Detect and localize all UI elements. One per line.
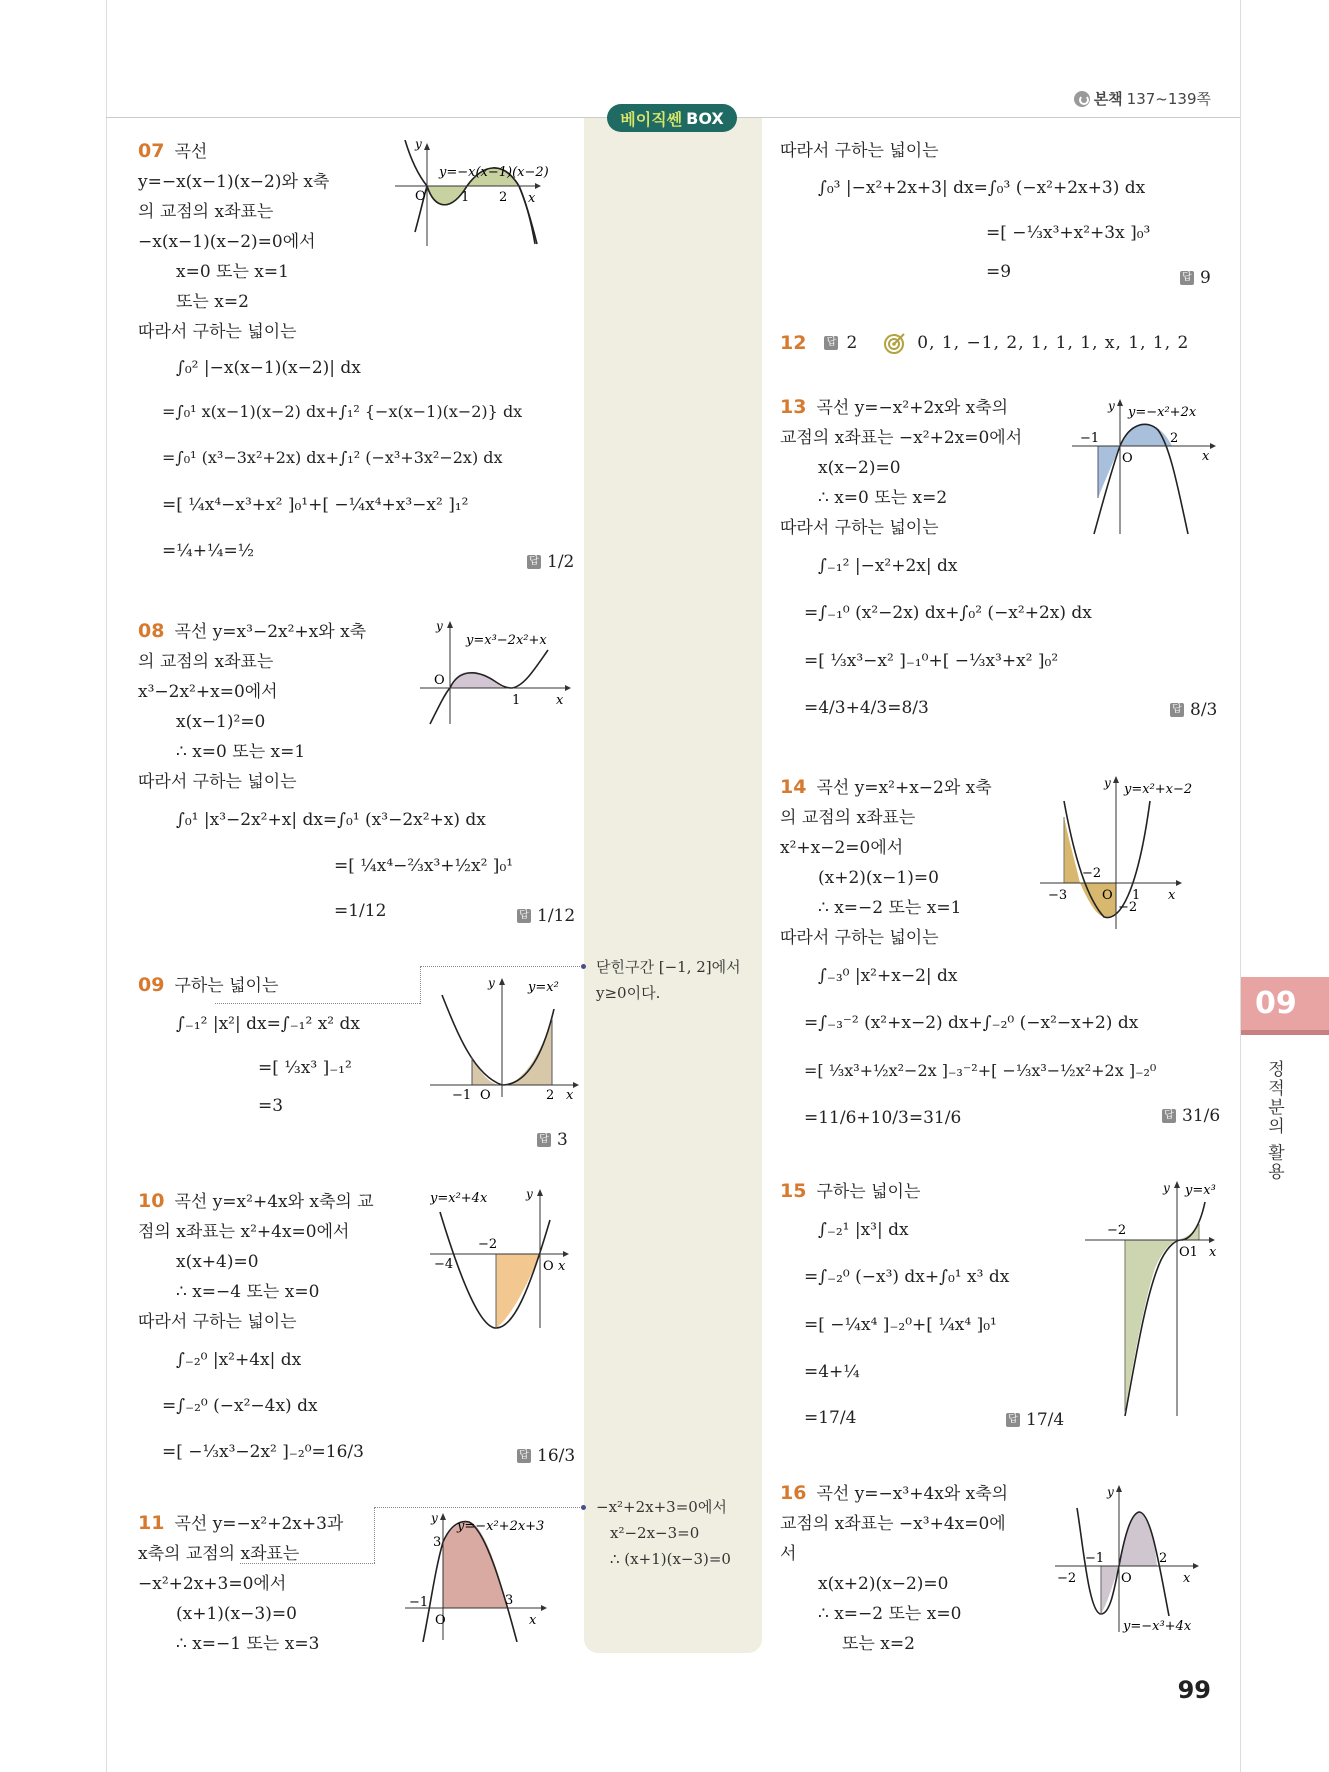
answer-icon: 답 xyxy=(537,1133,551,1147)
svg-text:O: O xyxy=(434,673,445,688)
svg-text:O: O xyxy=(1122,451,1133,466)
math-line: =1/12 xyxy=(334,901,387,921)
note-line: y≥0이다. xyxy=(596,984,661,1002)
math-line: ∫₋₂¹ |x³| dx xyxy=(818,1220,909,1240)
svg-text:O: O xyxy=(435,1613,446,1628)
svg-text:x: x xyxy=(1183,1571,1191,1586)
svg-text:y: y xyxy=(526,1188,533,1201)
text-line: ∴ x=−1 또는 x=3 xyxy=(176,1634,320,1654)
problem-number: 12 xyxy=(780,332,807,354)
math-line: =[ ¼x⁴−⅔x³+½x² ]₀¹ xyxy=(334,856,514,876)
math-line: =4/3+4/3=8/3 xyxy=(804,698,929,718)
page-border-left xyxy=(106,0,107,1772)
graph-08 xyxy=(420,620,580,730)
svg-text:2: 2 xyxy=(546,1088,555,1100)
problem-number: 10 xyxy=(138,1190,165,1212)
answer-icon: 답 xyxy=(1162,1109,1176,1123)
chapter-number: 09 xyxy=(1255,986,1297,1021)
svg-text:2: 2 xyxy=(1170,431,1179,446)
text-line: 구하는 넓이는 xyxy=(816,1182,921,1202)
note-line: 닫힌구간 [−1, 2]에서 xyxy=(596,958,741,976)
text-line: x=0 또는 x=1 xyxy=(176,262,289,282)
text-line: 따라서 구하는 넓이는 xyxy=(780,141,939,161)
svg-text:x: x xyxy=(1202,449,1210,464)
text-line: 교점의 x좌표는 −x²+2x=0에서 xyxy=(780,428,1023,448)
text-line: ∴ x=−2 또는 x=1 xyxy=(818,898,962,918)
answer-icon: 답 xyxy=(824,336,838,350)
problem-number: 14 xyxy=(780,776,807,798)
chapter-title: 정적분의 활용 xyxy=(1264,1060,1284,1182)
text-line: (x+2)(x−1)=0 xyxy=(818,868,939,888)
math-line: =17/4 xyxy=(804,1408,857,1428)
callout-line xyxy=(374,1507,375,1563)
math-line: =[ −¼x⁴ ]₋₂⁰+[ ¼x⁴ ]₀¹ xyxy=(804,1315,997,1335)
svg-text:x: x xyxy=(528,191,536,206)
badge-latin: BOX xyxy=(686,108,724,128)
text-line: x축의 교점의 x좌표는 xyxy=(138,1544,300,1564)
svg-text:−2: −2 xyxy=(1082,866,1102,881)
callout-line xyxy=(420,966,582,967)
problem-16 xyxy=(780,1478,1080,1659)
math-line: =∫₀¹ (x³−3x²+2x) dx+∫₁² (−x³+3x²−2x) dx xyxy=(162,448,503,467)
svg-text:3: 3 xyxy=(433,1535,442,1550)
svg-text:y=x²+4x: y=x²+4x xyxy=(430,1191,488,1206)
svg-text:y=−x³+4x: y=−x³+4x xyxy=(1123,1619,1192,1634)
answer-10 xyxy=(517,1446,575,1466)
problem-number: 13 xyxy=(780,396,807,418)
svg-text:1: 1 xyxy=(461,190,470,205)
svg-text:x: x xyxy=(558,1259,566,1274)
text-line: 또는 x=2 xyxy=(842,1634,915,1654)
svg-text:O: O xyxy=(415,189,426,204)
text-line: 따라서 구하는 넓이는 xyxy=(780,928,939,948)
math-line: ∫₋₂⁰ |x²+4x| dx xyxy=(176,1350,302,1370)
answer-09 xyxy=(537,1130,568,1150)
text-line: ∴ x=−2 또는 x=0 xyxy=(818,1604,962,1624)
svg-text:y=x²: y=x² xyxy=(528,980,559,995)
text-line: ∴ x=0 또는 x=2 xyxy=(818,488,948,508)
svg-text:O: O xyxy=(1102,888,1113,903)
text-line: −x(x−1)(x−2)=0에서 xyxy=(138,232,316,252)
svg-text:y: y xyxy=(488,976,495,990)
math-line: =3 xyxy=(258,1096,284,1116)
textbook-reference xyxy=(1074,88,1211,109)
svg-text:1: 1 xyxy=(512,693,521,708)
book-ref-icon xyxy=(1074,91,1090,107)
page-border-right xyxy=(1240,0,1241,1772)
blank-answers: 0, 1, −1, 2, 1, 1, 1, x, 1, 1, 2 xyxy=(917,333,1190,353)
text-line: 또는 x=2 xyxy=(176,292,249,312)
note-11 xyxy=(596,1494,731,1572)
text-line: 곡선 y=x³−2x²+x와 x축 xyxy=(174,622,367,642)
text-line: 곡선 y=−x²+2x+3과 xyxy=(174,1514,344,1534)
note-line: x²−2x−3=0 xyxy=(610,1524,700,1542)
svg-text:−1: −1 xyxy=(1085,1551,1105,1566)
math-line: =4+¼ xyxy=(804,1362,860,1382)
svg-text:2: 2 xyxy=(499,190,508,205)
callout-bullet xyxy=(581,1505,586,1510)
text-line: 곡선 y=−x²+2x와 x축의 xyxy=(816,398,1009,418)
text-line: 따라서 구하는 넓이는 xyxy=(138,322,297,342)
answer-value: 31/6 xyxy=(1182,1106,1221,1126)
problem-number: 16 xyxy=(780,1482,807,1504)
math-line: ∫₋₁² |x²| dx=∫₋₁² x² dx xyxy=(176,1014,360,1034)
text-line: 따라서 구하는 넓이는 xyxy=(138,772,297,792)
math-line: =∫₀¹ x(x−1)(x−2) dx+∫₁² {−x(x−1)(x−2)} dx xyxy=(162,402,523,421)
text-line: x(x−2)=0 xyxy=(818,458,901,478)
math-line: ∫₀¹ |x³−2x²+x| dx=∫₀¹ (x³−2x²+x) dx xyxy=(176,810,486,830)
callout-bullet xyxy=(581,964,586,969)
math-line: ∫₋₁² |−x²+2x| dx xyxy=(818,556,958,576)
chapter-tab[interactable] xyxy=(1241,977,1329,1035)
svg-text:1: 1 xyxy=(1132,888,1141,903)
answer-icon: 답 xyxy=(1180,271,1194,285)
callout-line xyxy=(240,1563,375,1564)
svg-text:x: x xyxy=(1168,888,1176,903)
svg-text:−4: −4 xyxy=(434,1257,454,1272)
math-line: ∫₋₃⁰ |x²+x−2| dx xyxy=(818,966,958,986)
text-line: 따라서 구하는 넓이는 xyxy=(780,518,939,538)
math-line: =∫₋₂⁰ (−x²−4x) dx xyxy=(162,1396,318,1416)
svg-text:y: y xyxy=(1104,776,1111,790)
problem-number: 07 xyxy=(138,140,165,162)
svg-text:−1: −1 xyxy=(409,1595,429,1610)
svg-text:x: x xyxy=(566,1088,574,1100)
svg-text:−3: −3 xyxy=(1048,888,1068,903)
text-line: ∴ x=−4 또는 x=0 xyxy=(176,1282,320,1302)
math-line: =9 xyxy=(986,262,1012,282)
graph-16 xyxy=(1055,1484,1225,1634)
badge-korean: 베이직쎈 xyxy=(620,109,683,129)
note-line: ∴ (x+1)(x−3)=0 xyxy=(610,1550,731,1568)
basic-box-badge xyxy=(607,104,737,132)
page-number: 99 xyxy=(1177,1676,1211,1704)
svg-text:y=x³: y=x³ xyxy=(1185,1183,1216,1198)
text-line: 곡선 y=x²+x−2와 x축 xyxy=(816,778,992,798)
text-line: 서 xyxy=(780,1544,797,1564)
text-line: 교점의 x좌표는 −x³+4x=0에 xyxy=(780,1514,1006,1534)
text-line: x³−2x²+x=0에서 xyxy=(138,682,278,702)
graph-07 xyxy=(395,140,575,250)
answer-icon: 답 xyxy=(517,1449,531,1463)
answer-15 xyxy=(1006,1410,1064,1430)
answer-value: 2 xyxy=(846,333,858,353)
svg-text:y=−x²+2x: y=−x²+2x xyxy=(1128,405,1197,420)
graph-14 xyxy=(1040,775,1225,930)
graph-09 xyxy=(430,975,580,1100)
text-line: −x²+2x+3=0에서 xyxy=(138,1574,287,1594)
text-line: 의 교점의 x좌표는 xyxy=(138,652,274,672)
text-line: 구하는 넓이는 xyxy=(174,976,279,996)
svg-text:y: y xyxy=(1107,1485,1114,1499)
callout-line xyxy=(215,1003,420,1004)
math-line: ∫₀³ |−x²+2x+3| dx=∫₀³ (−x²+2x+3) dx xyxy=(818,178,1146,198)
text-line: x(x−1)²=0 xyxy=(176,712,266,732)
text-line: 점의 x좌표는 x²+4x=0에서 xyxy=(138,1222,350,1242)
answer-value: 1/2 xyxy=(547,552,575,572)
answer-icon: 답 xyxy=(1006,1413,1020,1427)
text-line: 곡선 y=−x³+4x와 x축의 xyxy=(816,1484,1009,1504)
answer-value: 1/12 xyxy=(537,906,576,926)
svg-text:2: 2 xyxy=(1159,1551,1168,1566)
text-line: x²+x−2=0에서 xyxy=(780,838,904,858)
svg-text:O: O xyxy=(480,1088,491,1100)
math-line: =¼+¼=½ xyxy=(162,541,255,561)
svg-text:O: O xyxy=(1121,1571,1132,1586)
graph-11 xyxy=(405,1512,580,1642)
answer-07 xyxy=(527,552,574,572)
svg-text:y=−x²+2x+3: y=−x²+2x+3 xyxy=(457,1519,545,1534)
svg-text:x: x xyxy=(529,1613,537,1628)
problem-15 xyxy=(780,1176,1080,1441)
answer-icon: 답 xyxy=(527,555,541,569)
callout-line xyxy=(374,1507,582,1508)
answer-value: 3 xyxy=(557,1130,568,1150)
svg-text:y: y xyxy=(1163,1181,1170,1195)
svg-text:−2: −2 xyxy=(1107,1223,1127,1238)
text-line: 따라서 구하는 넓이는 xyxy=(138,1312,297,1332)
svg-text:−2: −2 xyxy=(478,1237,498,1252)
math-line: =[ ⅓x³−x² ]₋₁⁰+[ −⅓x³+x² ]₀² xyxy=(804,651,1059,671)
problem-11-continued xyxy=(780,136,1220,288)
target-icon xyxy=(883,332,909,354)
problem-number: 09 xyxy=(138,974,165,996)
svg-text:−2: −2 xyxy=(1057,1571,1077,1586)
basic-box-column xyxy=(584,118,762,1653)
math-line: =∫₋₁⁰ (x²−2x) dx+∫₀² (−x²+2x) dx xyxy=(804,603,1092,623)
svg-text:−1: −1 xyxy=(1080,431,1100,446)
text-line: 의 교점의 x좌표는 xyxy=(138,202,274,222)
svg-text:y=−x(x−1)(x−2): y=−x(x−1)(x−2) xyxy=(439,165,549,180)
answer-icon: 답 xyxy=(517,909,531,923)
problem-number: 11 xyxy=(138,1512,165,1534)
svg-text:y: y xyxy=(1108,399,1115,413)
answer-14 xyxy=(1162,1106,1220,1126)
problem-number: 08 xyxy=(138,620,165,642)
problem-12 xyxy=(780,328,1220,358)
math-line: =[ −⅓x³+x²+3x ]₀³ xyxy=(986,223,1151,243)
problem-09 xyxy=(138,970,438,1123)
answer-value: 16/3 xyxy=(537,1446,576,1466)
answer-value: 8/3 xyxy=(1190,700,1218,720)
graph-13 xyxy=(1072,398,1222,538)
text-line: x(x+2)(x−2)=0 xyxy=(818,1574,949,1594)
answer-value: 9 xyxy=(1200,268,1211,288)
text-line: ∴ x=0 또는 x=1 xyxy=(176,742,306,762)
svg-text:−1: −1 xyxy=(452,1088,472,1100)
math-line: =[ −⅓x³−2x² ]₋₂⁰=16/3 xyxy=(162,1442,364,1462)
note-line: −x²+2x+3=0에서 xyxy=(596,1498,727,1516)
math-line: ∫₀² |−x(x−1)(x−2)| dx xyxy=(176,358,361,378)
graph-15 xyxy=(1085,1180,1225,1420)
math-line: =∫₋₂⁰ (−x³) dx+∫₀¹ x³ dx xyxy=(804,1267,1010,1287)
problem-11 xyxy=(138,1508,438,1659)
svg-text:y: y xyxy=(431,1512,438,1525)
answer-value: 17/4 xyxy=(1026,1410,1065,1430)
text-line: y=−x(x−1)(x−2)와 x축 xyxy=(138,172,330,192)
reference-pages: 137~139쪽 xyxy=(1126,90,1211,108)
svg-text:y: y xyxy=(415,140,422,151)
answer-13 xyxy=(1170,700,1217,720)
answer-08 xyxy=(517,906,575,926)
math-line: =[ ⅓x³+½x²−2x ]₋₃⁻²+[ −⅓x³−½x²+2x ]₋₂⁰ xyxy=(804,1061,1157,1080)
reference-label: 본책 xyxy=(1093,90,1123,108)
answer-11 xyxy=(1180,268,1211,288)
text-line: 의 교점의 x좌표는 xyxy=(780,808,916,828)
svg-text:3: 3 xyxy=(505,1593,514,1608)
problem-number: 15 xyxy=(780,1180,807,1202)
svg-text:O1: O1 xyxy=(1179,1245,1198,1260)
text-line: 곡선 y=x²+4x와 x축의 교 xyxy=(174,1192,374,1212)
svg-text:y=x³−2x²+x: y=x³−2x²+x xyxy=(466,633,547,648)
text-line: 곡선 xyxy=(174,142,208,162)
math-line: =∫₋₃⁻² (x²+x−2) dx+∫₋₂⁰ (−x²−x+2) dx xyxy=(804,1013,1139,1033)
svg-text:y=x²+x−2: y=x²+x−2 xyxy=(1124,782,1193,797)
svg-text:x: x xyxy=(1209,1245,1217,1260)
math-line: =[ ¼x⁴−x³+x² ]₀¹+[ −¼x⁴+x³−x² ]₁² xyxy=(162,495,469,515)
svg-text:O: O xyxy=(543,1259,554,1274)
answer-icon: 답 xyxy=(1170,703,1184,717)
math-line: =[ ⅓x³ ]₋₁² xyxy=(258,1058,352,1078)
problem-10 xyxy=(138,1186,438,1475)
callout-line xyxy=(420,966,421,1004)
text-line: x(x+4)=0 xyxy=(176,1252,259,1272)
note-09 xyxy=(596,954,741,1006)
text-line: (x+1)(x−3)=0 xyxy=(176,1604,297,1624)
graph-10 xyxy=(430,1188,580,1338)
math-line: =11/6+10/3=31/6 xyxy=(804,1108,962,1128)
svg-text:−2: −2 xyxy=(1118,900,1138,915)
svg-text:y: y xyxy=(436,620,443,633)
svg-text:x: x xyxy=(556,693,564,708)
